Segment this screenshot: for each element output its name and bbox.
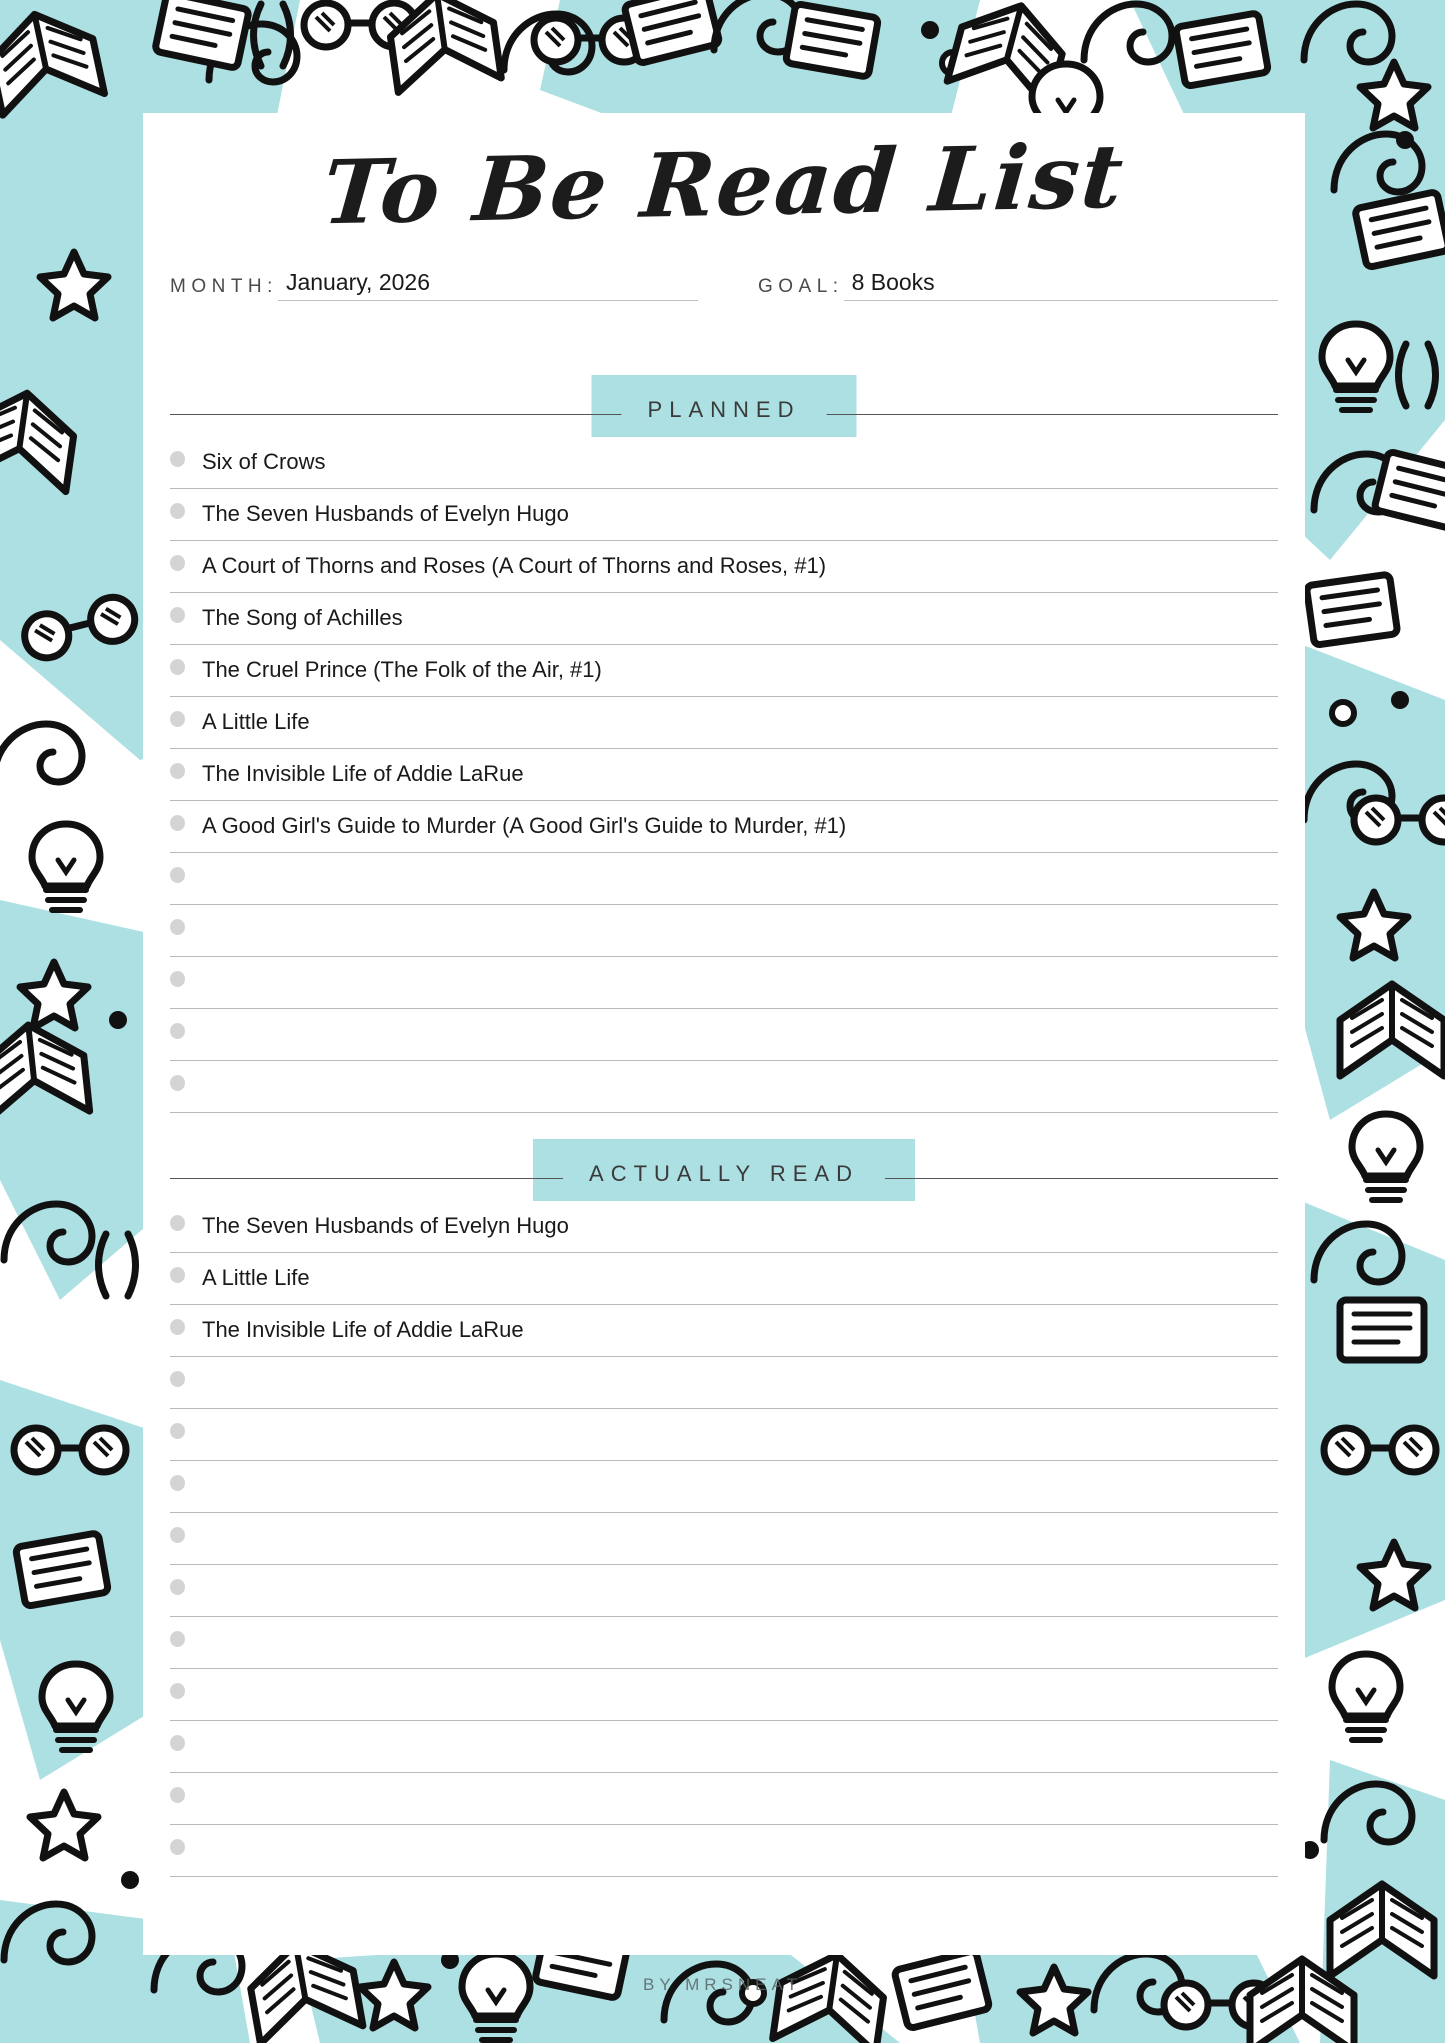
list-item[interactable] bbox=[170, 1669, 1278, 1721]
bullet-icon bbox=[170, 1631, 185, 1647]
list-item[interactable] bbox=[170, 593, 1278, 645]
bullet-icon bbox=[170, 1215, 185, 1231]
list-item[interactable] bbox=[170, 437, 1278, 489]
list-item[interactable] bbox=[170, 1461, 1278, 1513]
list-item[interactable] bbox=[170, 1201, 1278, 1253]
list-item[interactable] bbox=[170, 905, 1278, 957]
section-header-actually-read bbox=[170, 1139, 1278, 1201]
list-item-text: A Good Girl's Guide to Murder (A Good Girl's Guide to Murder, #1) bbox=[202, 812, 847, 838]
list-item-text: A Court of Thorns and Roses (A Court of Thorns and Roses, #1) bbox=[202, 552, 827, 578]
list-item-text: The Song of Achilles bbox=[202, 604, 403, 630]
month-input[interactable] bbox=[278, 270, 698, 301]
section-label-planned: PLANNED bbox=[622, 397, 827, 423]
month-label: MONTH: bbox=[170, 275, 278, 297]
month-field[interactable] bbox=[170, 270, 698, 301]
list-item[interactable] bbox=[170, 1773, 1278, 1825]
bullet-icon bbox=[170, 1787, 185, 1803]
bullet-icon bbox=[170, 919, 185, 935]
list-item[interactable] bbox=[170, 749, 1278, 801]
bullet-icon bbox=[170, 1683, 185, 1699]
goal-field[interactable] bbox=[758, 270, 1278, 301]
bullet-icon bbox=[170, 451, 185, 467]
list-item[interactable] bbox=[170, 1825, 1278, 1877]
bullet-icon bbox=[170, 1319, 185, 1335]
page-title-wrapper bbox=[143, 113, 1305, 245]
list-item[interactable] bbox=[170, 1617, 1278, 1669]
bullet-icon bbox=[170, 1267, 185, 1283]
list-item[interactable] bbox=[170, 1061, 1278, 1113]
list-item-text: The Invisible Life of Addie LaRue bbox=[202, 1316, 524, 1342]
bullet-icon bbox=[170, 711, 185, 727]
bullet-icon bbox=[170, 555, 185, 571]
tbr-list-card bbox=[143, 113, 1305, 1955]
list-item[interactable] bbox=[170, 697, 1278, 749]
bullet-icon bbox=[170, 815, 185, 831]
list-item[interactable] bbox=[170, 1357, 1278, 1409]
list-item-text: The Cruel Prince (The Folk of the Air, #1) bbox=[202, 656, 602, 682]
list-item[interactable] bbox=[170, 853, 1278, 905]
bullet-icon bbox=[170, 1839, 185, 1855]
list-item-text: A Little Life bbox=[202, 708, 310, 734]
bullet-icon bbox=[170, 867, 185, 883]
bullet-icon bbox=[170, 659, 185, 675]
meta-row bbox=[170, 270, 1278, 301]
list-item-text: The Seven Husbands of Evelyn Hugo bbox=[202, 1212, 569, 1238]
bullet-icon bbox=[170, 1735, 185, 1751]
list-item[interactable] bbox=[170, 489, 1278, 541]
bullet-icon bbox=[170, 1023, 185, 1039]
bullet-icon bbox=[170, 1075, 185, 1091]
goal-input[interactable] bbox=[844, 270, 1278, 301]
list-item[interactable] bbox=[170, 1721, 1278, 1773]
goal-value: 8 Books bbox=[851, 268, 935, 295]
bullet-icon bbox=[170, 1527, 185, 1543]
list-item[interactable] bbox=[170, 1009, 1278, 1061]
actually-read-list bbox=[170, 1201, 1278, 1877]
list-item[interactable] bbox=[170, 1513, 1278, 1565]
month-value: January, 2026 bbox=[285, 268, 431, 295]
bullet-icon bbox=[170, 971, 185, 987]
goal-label: GOAL: bbox=[758, 275, 844, 297]
list-item[interactable] bbox=[170, 1565, 1278, 1617]
list-item-text: Six of Crows bbox=[202, 448, 326, 474]
list-item-text: The Invisible Life of Addie LaRue bbox=[202, 760, 524, 786]
list-item[interactable] bbox=[170, 1409, 1278, 1461]
section-label-actually-read: ACTUALLY READ bbox=[563, 1161, 885, 1187]
bullet-icon bbox=[170, 503, 185, 519]
planned-list bbox=[170, 437, 1278, 1113]
list-item-text: A Little Life bbox=[202, 1264, 310, 1290]
list-item[interactable] bbox=[170, 541, 1278, 593]
bullet-icon bbox=[170, 1371, 185, 1387]
bullet-icon bbox=[170, 763, 185, 779]
list-item[interactable] bbox=[170, 1305, 1278, 1357]
page-title: To Be Read List bbox=[319, 123, 1129, 245]
bullet-icon bbox=[170, 1423, 185, 1439]
footer-watermark: BY MRSNEAT bbox=[643, 1975, 802, 1994]
bullet-icon bbox=[170, 1475, 185, 1491]
list-item[interactable] bbox=[170, 1253, 1278, 1305]
list-item[interactable] bbox=[170, 801, 1278, 853]
section-header-planned bbox=[170, 375, 1278, 437]
bullet-icon bbox=[170, 607, 185, 623]
list-item-text: The Seven Husbands of Evelyn Hugo bbox=[202, 500, 569, 526]
list-item[interactable] bbox=[170, 957, 1278, 1009]
list-item[interactable] bbox=[170, 645, 1278, 697]
bullet-icon bbox=[170, 1579, 185, 1595]
